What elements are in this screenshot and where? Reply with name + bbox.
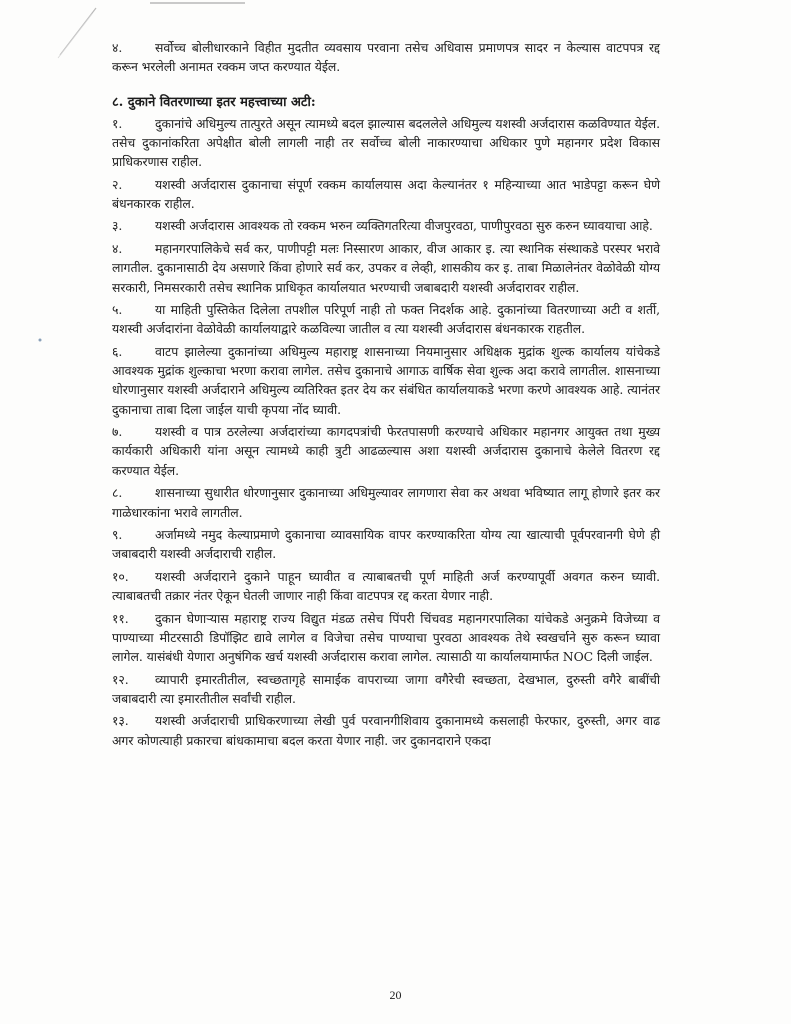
clause-paragraph: [112, 670, 660, 709]
section-heading: ८. दुकाने वितरणाच्या इतर महत्त्वाच्या अटी:: [112, 94, 316, 110]
clause-paragraph: [112, 422, 660, 480]
clause-text: दुकान घेणाऱ्यास महाराष्ट्र राज्य विद्युत मंडळ तसेच पिंपरी चिंचवड महानगरपालिका यांचेकडे अनुक्रमे विजेच्या व पाण्याच्या मीटरसाठी डिपॉझिट द्यावे लागेल व विजेचा तसेच पाण्याचा पुरवठा आवश्यक तेथे स्वखर्चाने सुरु करून घ्यावा लागेल. यासंबंधी येणारा अनुषंगिक खर्च यशस्वी अर्जदारास करावा लागेल. त्यासाठी या कार्यालयामार्फत NOC दिली जाईल.: [112, 610, 660, 665]
clause-number: ११.: [112, 610, 129, 626]
document-body: [112, 38, 660, 753]
clause-text: यशस्वी अर्जदारास आवश्यक तो रक्कम भरुन व्यक्तिगतरित्या वीजपुरवठा, पाणीपुरवठा सुरु करुन घ्यावयाचा आहे.: [155, 218, 653, 234]
clause-paragraph: [112, 567, 660, 606]
clause-number: १.: [112, 115, 123, 131]
clause-number: १३.: [112, 713, 129, 729]
clause-number: ३.: [112, 218, 123, 234]
clause-number: ८.: [112, 485, 123, 501]
clause-paragraph: [112, 239, 660, 297]
clause-text: यशस्वी अर्जदाराची प्राधिकरणाच्या लेखी पुर्व परवानगीशिवाय दुकानामध्ये कसलाही फेरफार, दुरुस्ती, अगर वाढ अगर कोणत्याही प्रकारचा बांधकामाचा बदल करता येणार नाही. जर दुकानदाराने एकदा: [112, 713, 660, 748]
clause-number: ९.: [112, 527, 123, 543]
clause-number: १२.: [112, 671, 129, 687]
clause-paragraph: [112, 216, 660, 235]
clause-text: व्यापारी इमारतीतील, स्वच्छतागृहे सामाईक वापराच्या जागा वगैरेची स्वच्छता, देखभाल, दुरुस्ती वगैरे बाबींची जबाबदारी त्या इमारतीतील सर्वांची राहील.: [112, 671, 660, 706]
clause-text: सर्वोच्च बोलीधारकाने विहीत मुदतीत व्यवसाय परवाना तसेच अधिवास प्रमाणपत्र सादर न केल्यास वाटपपत्र रद्द करून भरलेली अनामत रक्कम जप्त करण्यात येईल.: [112, 40, 660, 75]
clause-paragraph: [112, 483, 660, 522]
clause-number: ६.: [112, 343, 123, 359]
clause-number: ४.: [112, 40, 123, 55]
clause-number: ४.: [112, 240, 123, 256]
page-number: 20: [389, 988, 402, 1002]
clause-paragraph: [112, 38, 660, 77]
clause-text: यशस्वी अर्जदाराने दुकाने पाहून घ्यावीत व त्याबाबतची पूर्ण माहिती अर्ज करण्यापूर्वी अवगत करुन घ्यावी. त्याबाबतची तक्रार नंतर ऐकून घेतली जाणार नाही किंवा वाटपपत्र रद्द करता येणार नाही.: [112, 568, 660, 604]
clause-text: शासनाच्या सुधारीत धोरणानुसार दुकानाच्या अधिमुल्यावर लागणारा सेवा कर अथवा भविष्यात लागू होणारे इतर कर गाळेधारकांना भरावे लागतील.: [112, 485, 660, 520]
clause-number: ५.: [112, 302, 123, 318]
clause-paragraph: [112, 342, 660, 419]
clause-paragraph: [112, 711, 660, 750]
clause-text: या माहिती पुस्तिकेत दिलेला तपशील परिपूर्ण नाही तो फक्त निदर्शक आहे. दुकानांच्या वितरणाच्या अटी व शर्ती, यशस्वी अर्जदारांना वेळोवेळी कार्यालयाद्वारे कळविल्या जातील व त्या यशस्वी अर्जदारास बंधनकारक राहतील.: [112, 302, 660, 337]
clause-paragraph: [112, 609, 660, 667]
clause-text: यशस्वी अर्जदारास दुकानाचा संपूर्ण रक्कम कार्यालयास अदा केल्यानंतर १ महिन्याच्या आत भाडेपट्टा करून घेणे बंधनकारक राहील.: [112, 176, 660, 211]
clause-text: यशस्वी व पात्र ठरलेल्या अर्जदारांच्या कागदपत्रांची फेरतपासणी करण्याचे अधिकार महानगर आयुक्त तथा मुख्य कार्यकारी अधिकारी यांना असून त्यामध्ये काही त्रुटी आढळल्यास अशा यशस्वी अर्जदारास दुकानाचे केलेले वितरण रद्द करण्यात येईल.: [112, 424, 660, 478]
clause-number: १०.: [112, 568, 129, 584]
clause-number: ७.: [112, 424, 123, 440]
clause-paragraph: [112, 525, 660, 564]
clause-paragraph: [112, 175, 660, 214]
clause-paragraph: [112, 300, 660, 339]
clause-text: वाटप झालेल्या दुकानांच्या अधिमुल्य महाराष्ट्र शासनाच्या नियमानुसार अधिक्षक मुद्रांक शुल्क कार्यालय यांचेकडे आवश्यक मुद्रांक शुल्काचा भरणा करावा लागेल. तसेच दुकानाचे आगाऊ वार्षिक सेवा शुल्क अदा करावे लागतील. शासनाच्या धोरणानुसार यशस्वी अर्जदाराने अधिमुल्य व्यतिरिक्त इतर देय कर संबंधित कार्यालयाकडे भरणा करणे आवश्यक आहे. त्यानंतर दुकानाचा ताबा दिला जाईल याची कृपया नोंद घ्यावी.: [112, 343, 660, 417]
clause-text: महानगरपालिकेचे सर्व कर, पाणीपट्टी मलः निस्सारण आकार, वीज आकार इ. त्या स्थानिक संस्थाकडे परस्पर भरावे लागतील. दुकानासाठी देय असणारे किंवा होणारे सर्व कर, उपकर व लेव्ही, शासकीय कर इ. ताबा मिळालेनंतर वेळोवेळी योग्य सरकारी, निमसरकारी तसेच स्थानिक प्राधिकृत कार्यालयात भरण्याची जबाबदारी यशस्वी अर्जदारावर राहील.: [112, 240, 660, 295]
clause-text: अर्जामध्ये नमुद केल्याप्रमाणे दुकानाचा व्यावसायिक वापर करण्याकरिता योग्य त्या खात्याची पूर्वपरवानगी घेणे ही जबाबदारी यशस्वी अर्जदाराची राहील.: [112, 527, 660, 562]
clause-text: दुकानांचे अधिमुल्य तात्पुरते असून त्यामध्ये बदल झाल्यास बदललेले अधिमुल्य यशस्वी अर्जदारास कळविण्यात येईल. तसेच दुकानांकरिता अपेक्षीत बोली लागली नाही तर सर्वोच्च बोली नाकारण्याचा अधिकार पुणे महानगर प्रदेश विकास प्राधिकरणास राहील.: [112, 115, 660, 170]
clause-paragraph: [112, 114, 660, 172]
clause-number: २.: [112, 176, 123, 192]
